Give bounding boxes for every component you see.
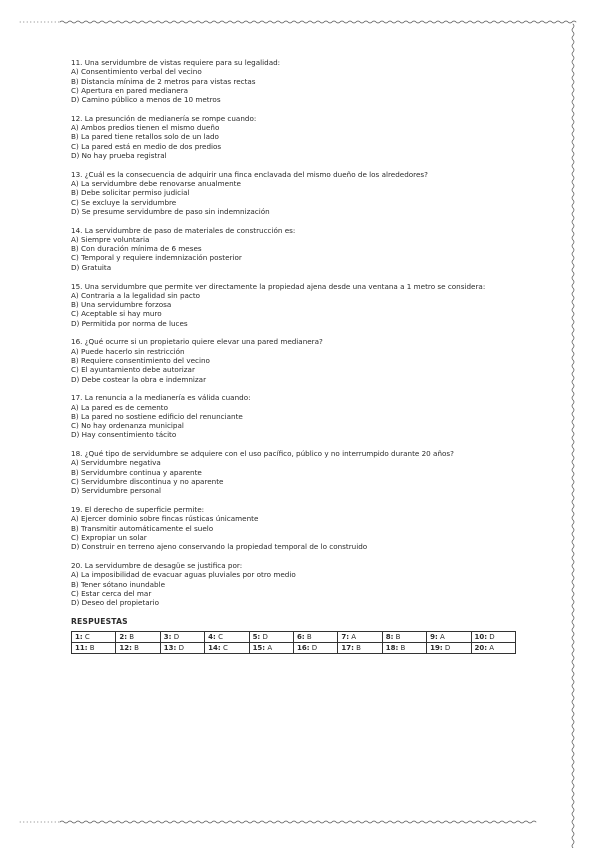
option-d: D) Gratuita	[71, 262, 112, 272]
option-b: B) Requiere consentimiento del vecino	[71, 355, 210, 365]
answer-letter: D	[262, 632, 268, 641]
answer-number: 11:	[75, 643, 88, 652]
answer-number: 3:	[163, 632, 172, 641]
option-c: C) No hay ordenanza municipal	[71, 421, 184, 431]
answer-number: 15:	[252, 643, 266, 652]
option-b: B) Distancia mínima de 2 metros para vistas rectas	[71, 76, 256, 86]
answer-letter: C	[84, 632, 90, 641]
question-item	[71, 282, 531, 328]
answer-letter: B	[129, 632, 135, 641]
option-d: D) Hay consentimiento tácito	[71, 430, 177, 440]
option-a: A) La imposibilidad de evacuar aguas pluviales por otro medio	[71, 570, 296, 580]
option-b: B) La pared tiene retallos solo de un lado	[71, 132, 219, 142]
answer-cell	[382, 642, 426, 653]
answer-cell	[116, 642, 160, 653]
option-c: C) El ayuntamiento debe autorizar	[71, 365, 195, 375]
question-item	[71, 449, 531, 495]
question-text: 15. Una servidumbre que permite ver directamente la propiedad ajena desde una ventana a 1 metro se considera:	[71, 281, 486, 291]
answer-cell	[471, 631, 515, 642]
answer-cell	[249, 642, 293, 653]
answer-number: 1:	[75, 632, 83, 641]
question-item	[71, 114, 531, 160]
answer-cell	[471, 642, 515, 653]
answer-letter: D	[489, 632, 495, 641]
option-d: D) Construir en terreno ajeno conservando la propiedad temporal de lo construido	[71, 542, 368, 552]
answer-cell	[160, 642, 204, 653]
option-a: A) Contraria a la legalidad sin pacto	[71, 290, 201, 300]
answer-letter: D	[178, 643, 184, 652]
answer-cell	[293, 642, 337, 653]
answer-cell	[205, 631, 249, 642]
answer-cell	[72, 631, 116, 642]
answer-letter: B	[356, 643, 361, 652]
answer-number: 20:	[474, 643, 488, 652]
option-b: B) Servidumbre continua y aparente	[71, 467, 202, 477]
answer-letter: D	[311, 643, 318, 652]
answer-cell	[160, 631, 204, 642]
option-b: B) Transmitir automáticamente el suelo	[71, 523, 214, 533]
option-c: C) Temporal y requiere indemnización posterior	[71, 253, 242, 263]
answer-cell	[338, 631, 382, 642]
question-text: 18. ¿Qué tipo de servidumbre se adquiere con el uso pacífico, público y no interrumpido durante 20 años?	[71, 449, 454, 459]
question-item	[71, 226, 531, 272]
answer-row	[72, 642, 516, 653]
answer-letter: A	[440, 632, 445, 641]
option-b: B) Una servidumbre forzosa	[71, 300, 172, 310]
option-c: C) Apertura en pared medianera	[71, 85, 189, 95]
answer-cell	[427, 642, 471, 653]
option-d: D) No hay prueba registral	[71, 150, 167, 160]
answer-number: 13:	[163, 643, 177, 652]
option-d: D) Servidumbre personal	[71, 486, 162, 496]
exam-content	[71, 58, 531, 654]
question-item	[71, 561, 531, 607]
option-d: D) Se presume servidumbre de paso sin indemnización	[71, 206, 270, 216]
answer-number: 19:	[430, 643, 443, 652]
option-c: C) Estar cerca del mar	[71, 588, 152, 598]
answer-cell	[116, 631, 160, 642]
option-c: C) Aceptable si hay muro	[71, 309, 162, 319]
answer-cell	[427, 631, 471, 642]
option-a: A) Ejercer dominio sobre fincas rústicas únicamente	[71, 514, 259, 524]
answer-number: 18:	[385, 643, 399, 652]
question-text: 19. El derecho de superficie permite:	[71, 505, 205, 515]
option-a: A) Ambos predios tienen el mismo dueño	[71, 123, 220, 133]
question-text: 16. ¿Qué ocurre si un propietario quiere elevar una pared medianera?	[71, 337, 323, 347]
answer-cell	[293, 631, 337, 642]
answer-letter: A	[267, 643, 273, 652]
answer-number: 5:	[252, 632, 261, 641]
option-b: B) Con duración mínima de 6 meses	[71, 244, 202, 254]
answer-number: 17:	[341, 643, 354, 652]
answer-number: 10:	[474, 632, 488, 641]
question-item	[71, 505, 531, 551]
option-c: C) Expropiar un solar	[71, 532, 147, 542]
option-a: A) Consentimiento verbal del vecino	[71, 67, 202, 77]
answer-cell	[205, 642, 249, 653]
option-a: A) Servidumbre negativa	[71, 458, 161, 468]
answer-number: 7:	[341, 632, 350, 641]
answer-letter: D	[444, 643, 451, 652]
option-d: D) Deseo del propietario	[71, 598, 160, 608]
answer-letter: D	[173, 632, 180, 641]
answer-cell	[382, 631, 426, 642]
answer-cell	[72, 642, 116, 653]
question-text: 14. La servidumbre de paso de materiales de construcción es:	[71, 225, 296, 235]
option-c: C) Se excluye la servidumbre	[71, 197, 177, 207]
answer-number: 8:	[385, 632, 394, 641]
answer-letter: B	[395, 632, 401, 641]
question-list	[71, 58, 531, 607]
answer-number: 4:	[208, 632, 216, 641]
answer-number: 14:	[208, 643, 221, 652]
answer-number: 12:	[119, 643, 132, 652]
answer-letter: B	[306, 632, 312, 641]
option-c: C) La pared está en medio de dos predios	[71, 141, 222, 151]
answer-letter: B	[134, 643, 139, 652]
question-text: 17. La renuncia a la medianería es válida cuando:	[71, 393, 251, 403]
answer-number: 2:	[119, 632, 128, 641]
option-d: D) Debe costear la obra e indemnizar	[71, 374, 207, 384]
answer-letter: A	[351, 632, 357, 641]
question-text: 13. ¿Cuál es la consecuencia de adquirir una finca enclavada del mismo dueño de los alrededores?	[71, 169, 428, 179]
option-a: A) Siempre voluntaria	[71, 234, 150, 244]
answer-number: 16:	[296, 643, 310, 652]
question-text: 20. La servidumbre de desagüe se justifica por:	[71, 561, 243, 571]
question-item	[71, 58, 531, 104]
option-a: A) La servidumbre debe renovarse anualmente	[71, 178, 241, 188]
answer-row	[72, 631, 516, 642]
answer-letter: C	[222, 643, 228, 652]
answers-heading: RESPUESTAS	[71, 616, 128, 626]
option-a: A) Puede hacerlo sin restricción	[71, 346, 185, 356]
answer-letter: B	[89, 643, 95, 652]
answer-cell	[338, 642, 382, 653]
question-item	[71, 337, 531, 383]
option-b: B) La pared no sostiene edificio del renunciante	[71, 411, 243, 421]
answer-cell	[249, 631, 293, 642]
answer-letter: C	[218, 632, 223, 641]
option-b: B) Tener sótano inundable	[71, 579, 166, 589]
question-item	[71, 170, 531, 216]
answer-letter: A	[489, 643, 495, 652]
option-d: D) Permitida por norma de luces	[71, 318, 188, 328]
answer-letter: B	[400, 643, 406, 652]
option-a: A) La pared es de cemento	[71, 402, 169, 412]
option-c: C) Servidumbre discontinua y no aparente	[71, 477, 224, 487]
answer-number: 9:	[430, 632, 438, 641]
answer-number: 6:	[296, 632, 305, 641]
answer-key-table	[71, 631, 516, 654]
question-text: 11. Una servidumbre de vistas requiere para su legalidad:	[71, 58, 281, 67]
option-b: B) Debe solicitar permiso judicial	[71, 188, 190, 198]
question-text: 12. La presunción de medianería se rompe cuando:	[71, 113, 257, 123]
option-d: D) Camino público a menos de 10 metros	[71, 95, 221, 105]
question-item	[71, 393, 531, 439]
